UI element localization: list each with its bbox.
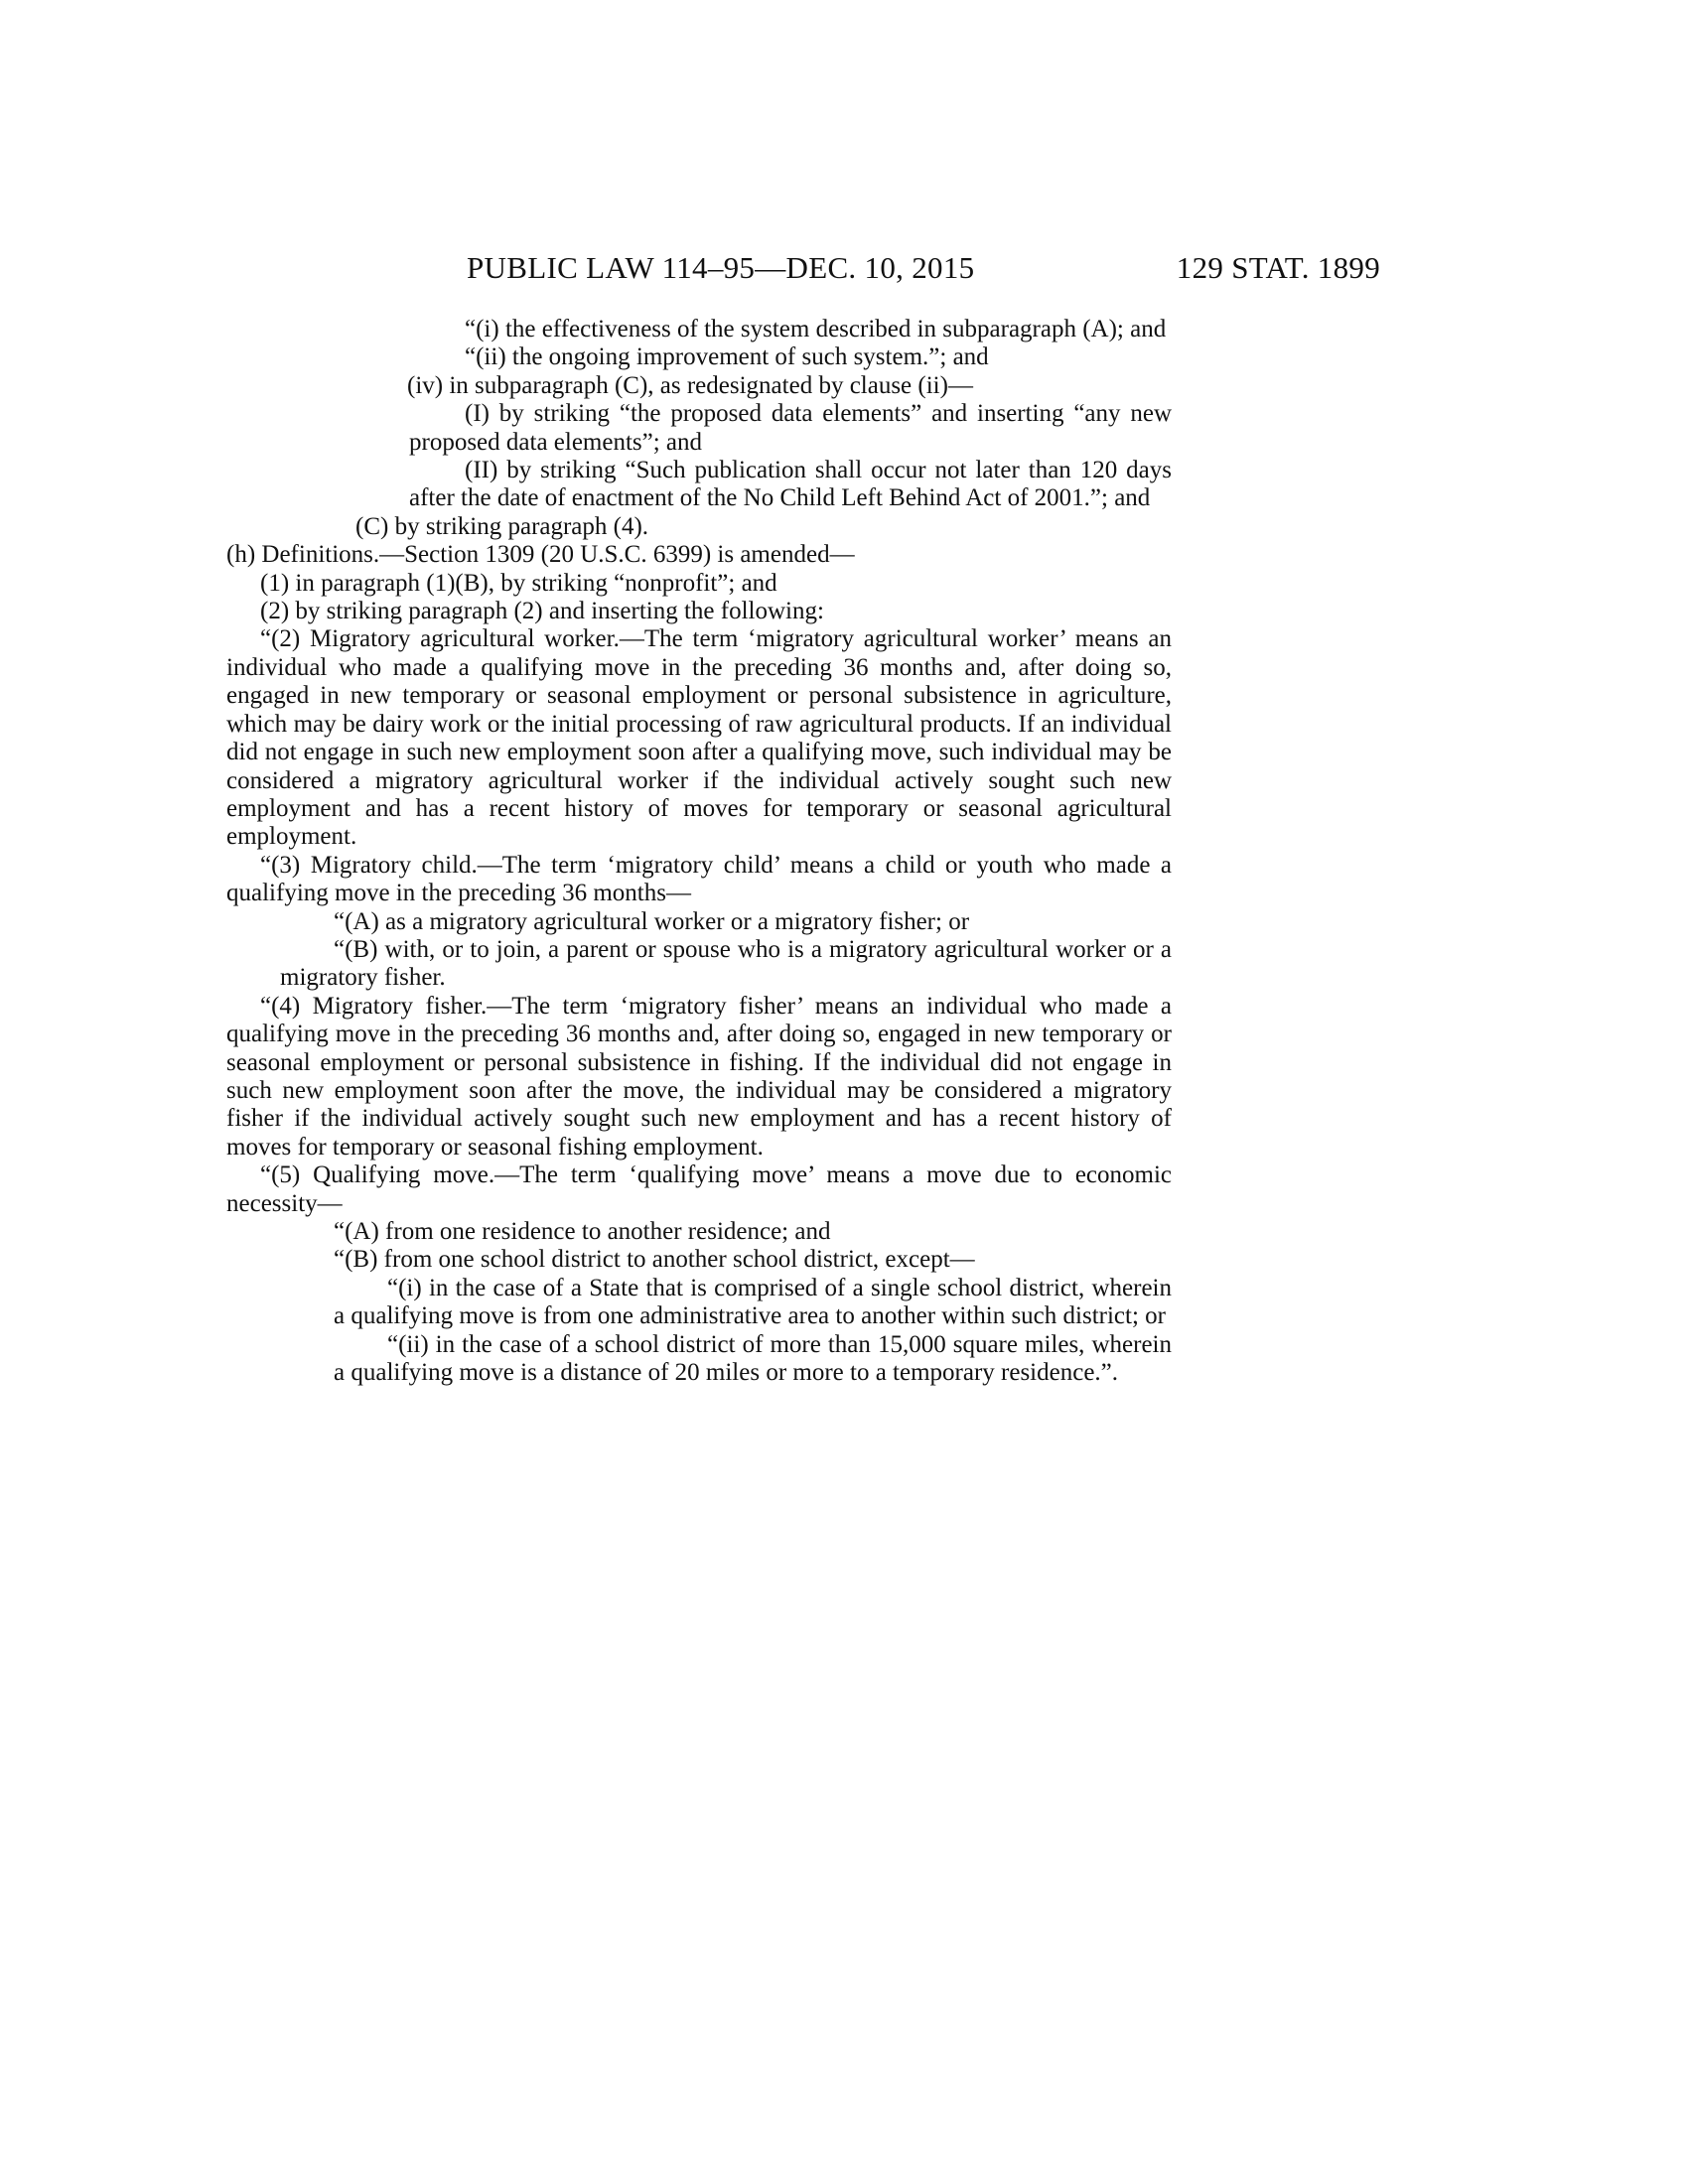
statute-page-number: 129 STAT. 1899 xyxy=(1176,250,1380,285)
qualifying-move-subparagraph-a: “(A) from one residence to another residence; and xyxy=(334,1218,831,1245)
clause-ii-ongoing-improvement: “(ii) the ongoing improvement of such system.”; and xyxy=(465,343,989,371)
qualifying-move-subparagraph-b: “(B) from one school district to another school district, except— xyxy=(334,1246,975,1274)
paragraph-2-inserting-following: (2) by striking paragraph (2) and inserting the following: xyxy=(260,598,824,625)
public-law-header: PUBLIC LAW 114–95—DEC. 10, 2015 xyxy=(467,250,975,285)
definition-qualifying-move: “(5) Qualifying move.—The term ‘qualifying move’ means a move due to economic necessity— xyxy=(226,1161,1172,1217)
definition-migratory-child: “(3) Migratory child.—The term ‘migratory child’ means a child or youth who made a qualifying move in the preceding 36 months— xyxy=(226,851,1172,907)
definition-migratory-fisher: “(4) Migratory fisher.—The term ‘migratory fisher’ means an individual who made a qualifying move in the preceding 36 months and, after doing so, engaged in new temporary or seasonal employment or personal subsistence in fishing. If the individual did not engage in such new employment soon after the move, the individual may be considered a migratory fisher if the individual actively sought such new employment and has a recent history of moves for temporary or seasonal fishing employment. xyxy=(226,992,1172,1160)
subparagraph-c-striking-paragraph-4: (C) by striking paragraph (4). xyxy=(355,512,649,540)
paragraph-1-nonprofit: (1) in paragraph (1)(B), by striking “nonprofit”; and xyxy=(260,569,777,597)
migratory-child-subparagraph-a: “(A) as a migratory agricultural worker or a migratory fisher; or xyxy=(334,907,970,935)
qualifying-move-clause-i: “(i) in the case of a State that is comprised of a single school district, wherein a qualifying move is from one administrative area to another within such district; or xyxy=(334,1274,1172,1330)
subclause-I-proposed-data-elements: (I) by striking “the proposed data elements” and inserting “any new proposed data elements”; and xyxy=(409,400,1172,456)
qualifying-move-clause-ii: “(ii) in the case of a school district of more than 15,000 square miles, wherein a qualifying move is a distance of 20 miles or more to a temporary residence.”. xyxy=(334,1330,1172,1387)
statute-text xyxy=(226,316,1172,1387)
definition-migratory-agricultural-worker: “(2) Migratory agricultural worker.—The term ‘migratory agricultural worker’ means an individual who made a qualifying move in the preceding 36 months and, after doing so, engaged in new temporary or seasonal employment or personal subsistence in agriculture, which may be dairy work or the initial processing of raw agricultural products. If an individual did not engage in such new employment soon after a qualifying move, such individual may be considered a migratory agricultural worker if the individual actively sought such new employment and has a recent history of moves for temporary or seasonal agricultural employment. xyxy=(226,625,1172,851)
subclause-II-striking-publication: (II) by striking “Such publication shall occur not later than 120 days after the date of enactment of the No Child Left Behind Act of 2001.”; and xyxy=(409,457,1172,512)
migratory-child-subparagraph-b: “(B) with, or to join, a parent or spouse who is a migratory agricultural worker or a migratory fisher. xyxy=(280,935,1172,992)
running-header xyxy=(467,250,1380,290)
clause-i-effectiveness: “(i) the effectiveness of the system described in subparagraph (A); and xyxy=(465,316,1167,342)
subsection-h-definitions: (h) Definitions.—Section 1309 (20 U.S.C. 6399) is amended— xyxy=(226,541,855,569)
clause-iv-subparagraph-c: (iv) in subparagraph (C), as redesignated by clause (ii)— xyxy=(407,371,973,399)
